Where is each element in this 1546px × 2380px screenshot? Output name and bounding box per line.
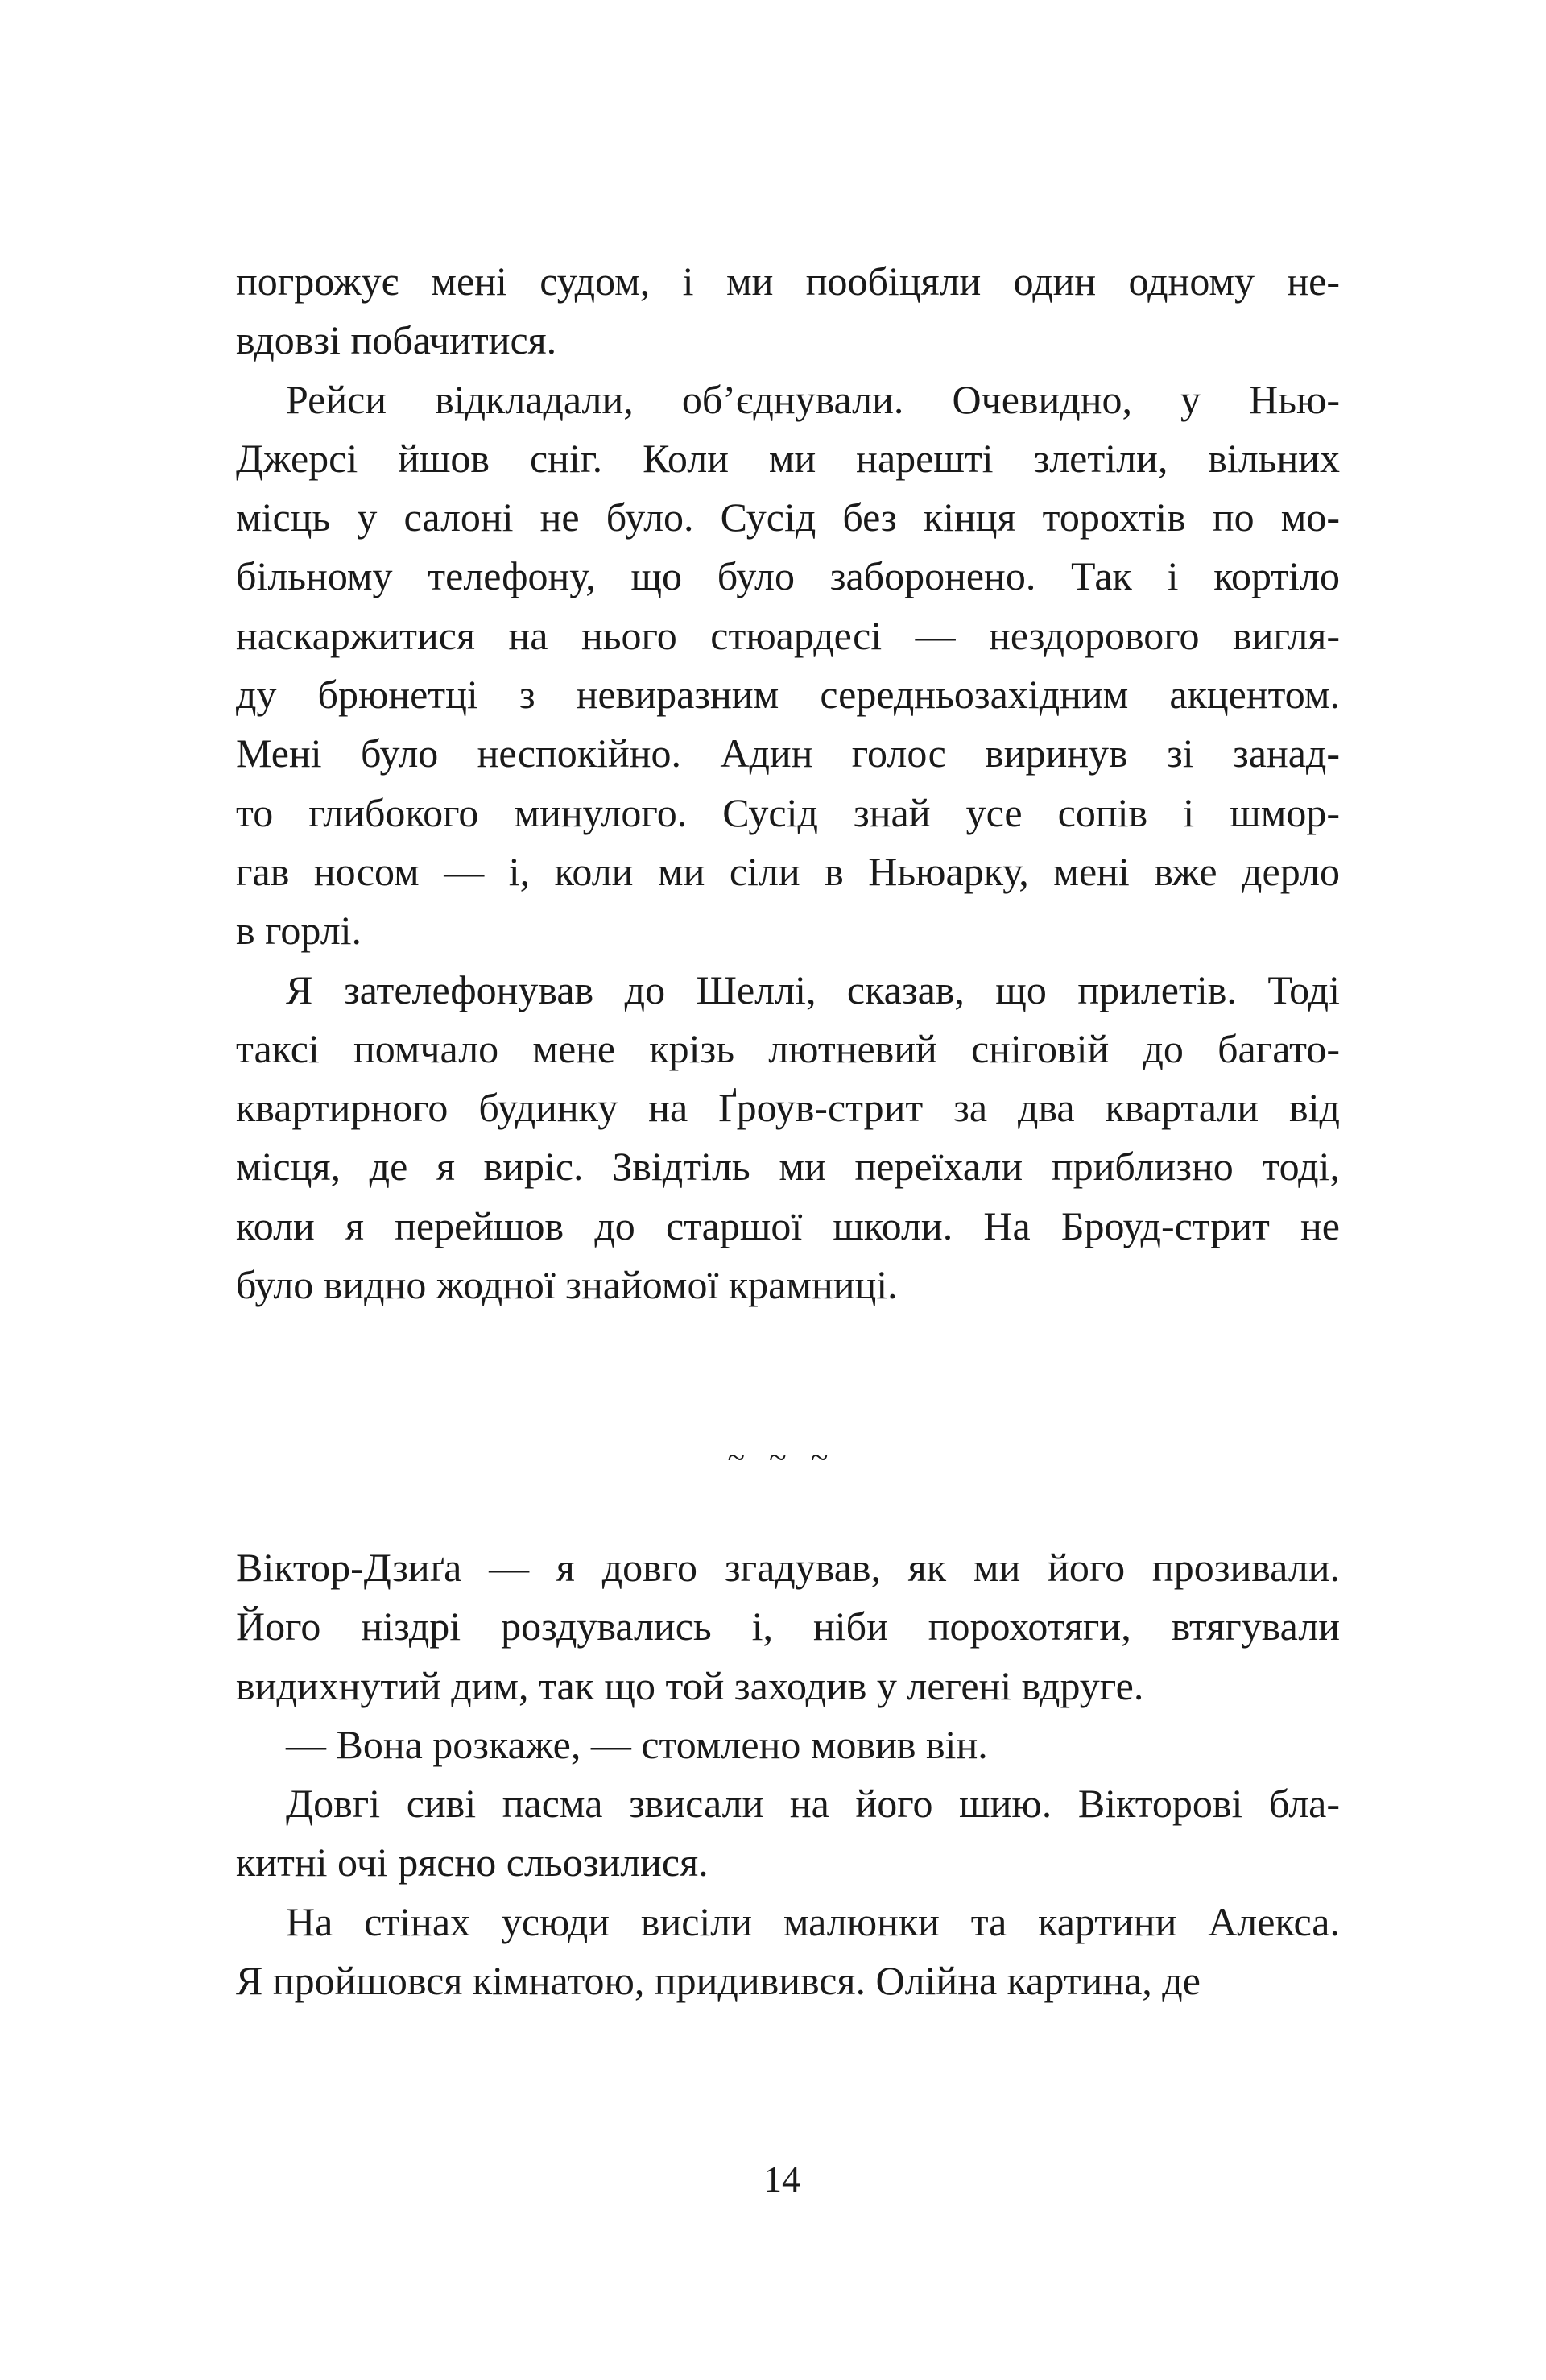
text-line: ду брюнетці з невиразним середньозахідним акцентом. (236, 672, 1340, 718)
text-line: видихнутий дим, так що той заходив у легені вдруге. (236, 1662, 1144, 1708)
text-line: коли я перейшов до старшої школи. На Броуд-стрит не (236, 1202, 1340, 1248)
text-line: квартирного будинку на Ґроув-стрит за два квартали від (236, 1085, 1340, 1131)
text-line: Я пройшовся кімнатою, придивився. Олійна картина, де (236, 1958, 1201, 2004)
paragraph (236, 370, 1340, 961)
text-line: гав носом — і, коли ми сіли в Ньюарку, мені вже дерло (236, 848, 1340, 894)
section-separator: ~ ~ ~ (727, 1439, 837, 1476)
page-number: 14 (763, 2159, 800, 2200)
text-line: місця, де я виріс. Звідтіль ми переїхали приблизно тоді, (236, 1144, 1340, 1190)
text-line: в горлі. (236, 908, 362, 954)
paragraph (236, 1893, 1340, 2011)
paragraph (236, 961, 1340, 1315)
text-line: погрожує мені судом, і ми пообіцяли один одному не- (236, 259, 1340, 304)
paragraph (236, 1716, 1340, 1774)
text-line: Віктор-Дзиґа — я довго згадував, як ми його прозивали. (236, 1545, 1340, 1590)
text-line: Рейси відкладали, об’єднували. Очевидно, у Нью- (286, 376, 1340, 422)
text-line: вдовзі побачитися. (236, 317, 557, 363)
text-line: Джерсі йшов сніг. Коли ми нарешті злетіли, вільних (236, 435, 1340, 481)
text-line: Його ніздрі роздувались і, ніби порохотяги, втягували (236, 1604, 1340, 1649)
text-line: Мені було неспокійно. Адин голос виринув зі занад- (236, 731, 1340, 776)
text-line: Довгі сиві пасма звисали на його шию. Вікторові бла- (286, 1781, 1340, 1827)
text-line: — Вона розкаже, — стомлено мовив він. (286, 1721, 988, 1767)
text-line: місць у салоні не було. Сусід без кінця торохтів по мо- (236, 495, 1340, 540)
text-line: На стінах усюди висіли малюнки та картини Алекса. (286, 1898, 1340, 1944)
text-line: то глибокого минулого. Сусід знай усе сопів і шмор- (236, 789, 1340, 835)
text-line: було видно жодної знайомої крамниці. (236, 1262, 898, 1308)
text-block-before-separator (236, 252, 1340, 1314)
paragraph (236, 252, 1340, 370)
text-line: більному телефону, що було заборонено. Так і кортіло (236, 553, 1340, 599)
paragraph (236, 1538, 1340, 1716)
paragraph (236, 1774, 1340, 1893)
text-line: китні очі рясно сльозилися. (236, 1840, 709, 1885)
text-line: Я зателефонував до Шеллі, сказав, що прилетів. Тоді (286, 966, 1340, 1012)
text-block-after-separator (236, 1538, 1340, 2010)
text-line: наскаржитися на нього стюардесі — нездорового вигля- (236, 612, 1340, 658)
text-line: таксі помчало мене крізь лютневий сніговій до багато- (236, 1025, 1340, 1071)
